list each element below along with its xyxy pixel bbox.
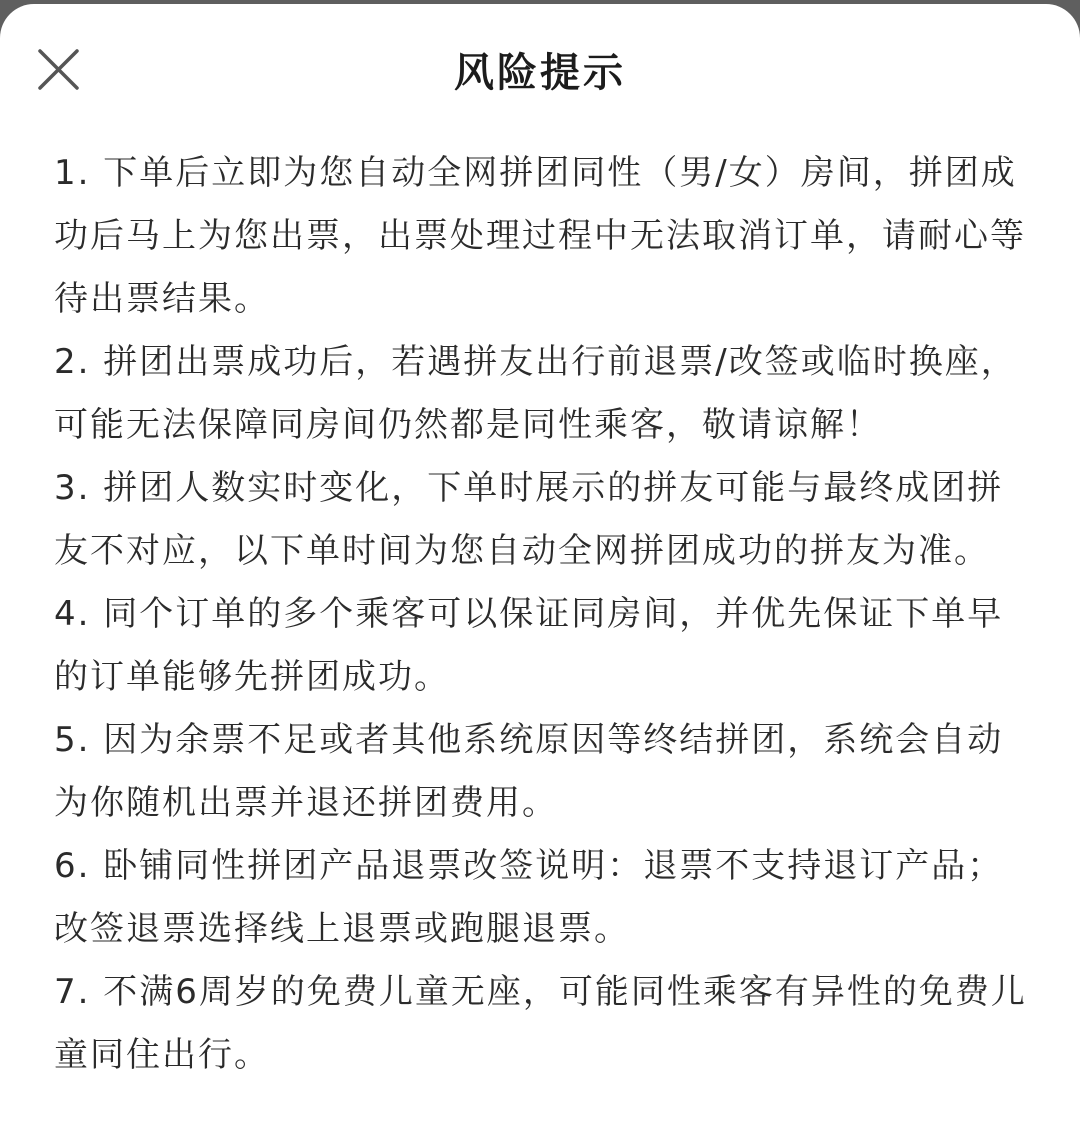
notice-item-1: 1. 下单后立即为您自动全网拼团同性（男/女）房间，拼团成功后马上为您出票，出票处理过程中无法取消订单，请耐心等待出票结果。 [54,153,1026,319]
notice-item-6: 6. 卧铺同性拼团产品退票改签说明：退票不支持退订产品；改签退票选择线上退票或跑腿退票。 [54,846,1004,949]
notice-item-3: 3. 拼团人数实时变化，下单时展示的拼友可能与最终成团拼友不对应，以下单时间为您自动全网拼团成功的拼友为准。 [54,468,1004,571]
notice-item-7: 7. 不满6周岁的免费儿童无座，可能同性乘客有异性的免费儿童同住出行。 [54,972,1027,1075]
notice-list [54,142,1029,1087]
risk-notice-dialog [0,4,1080,1141]
notice-item-4: 4. 同个订单的多个乘客可以保证同房间，并优先保证下单早的订单能够先拼团成功。 [54,594,1004,697]
notice-item-5: 5. 因为余票不足或者其他系统原因等终结拼团，系统会自动为你随机出票并退还拼团费用。 [54,720,1004,823]
notice-item-2: 2. 拼团出票成功后，若遇拼友出行前退票/改签或临时换座，可能无法保障同房间仍然都是同性乘客，敬请谅解！ [54,342,1017,445]
dialog-title: 风险提示 [454,50,626,96]
dialog-header [0,4,1080,134]
